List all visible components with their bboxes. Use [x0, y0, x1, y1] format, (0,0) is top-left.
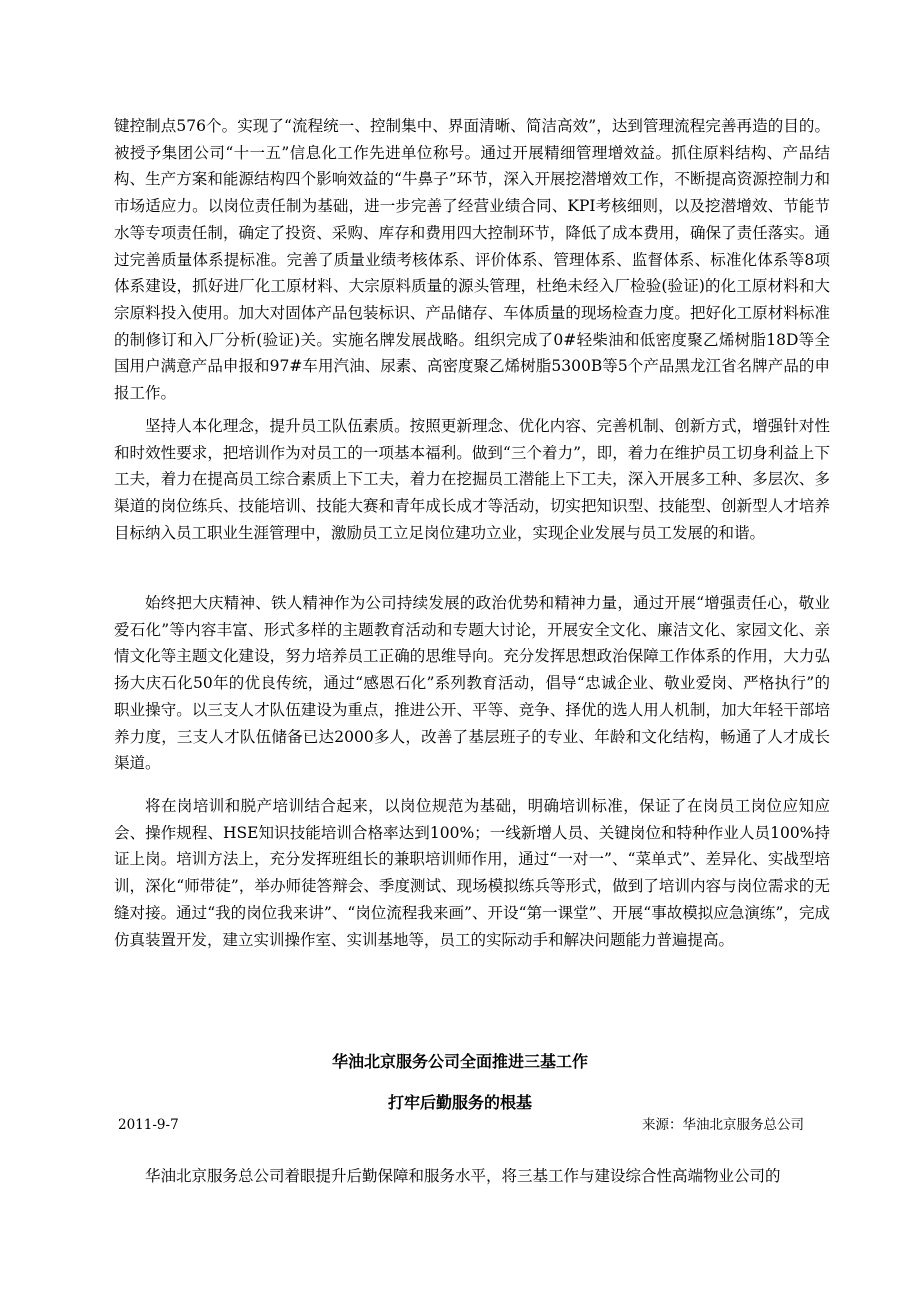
article-source: 来源：华油北京服务总公司: [642, 1117, 804, 1133]
article-date: 2011-9-7: [118, 1117, 179, 1133]
paragraph-training: 将在岗培训和脱产培训结合起来，以岗位规范为基础，明确培训标准，保证了在岗员工岗位应知应会、操作规程、HSE知识技能培训合格率达到100%；一线新增人员、关键岗位和特种作业人员100%持证上岗。培训方法上，充分发挥班组长的兼职培训师作用，通过“一对一”、“菜单式”、差异化、实战型培训，深化“师带徒”，举办师徒答辩会、季度测试、现场模拟练兵等形式，做到了培训内容与岗位需求的无缝对接。通过“我的岗位我来讲”、“岗位流程我来画”、开设“第一课堂”、开展“事故模拟应急演练”，完成仿真装置开发，建立实训操作室、实训基地等，员工的实际动手和解决问题能力普遍提高。: [114, 797, 830, 949]
paragraph-people-oriented: 坚持人本化理念，提升员工队伍素质。按照更新理念、优化内容、完善机制、创新方式，增强针对性和时效性要求，把培训作为对员工的一项基本福利。做到“三个着力”，即，着力在维护员工切身利益上下工夫，着力在提高员工综合素质上下工夫，着力在挖掘员工潜能上下工夫，深入开展多工种、多层次、多渠道的岗位练兵、技能培训、技能大赛和青年成长成才等活动，切实把知识型、技能型、创新型人才培养目标纳入员工职业生涯管理中，激励员工立足岗位建功立业，实现企业发展与员工发展的和谐。: [114, 417, 830, 542]
article-title-line2: 打牢后勤服务的根基: [387, 1093, 532, 1112]
article-title-line1: 华油北京服务公司全面推进三基工作: [331, 1052, 588, 1071]
article-intro-paragraph: 华油北京服务总公司着眼提升后勤保障和服务水平，将三基工作与建设综合性高端物业公司的: [145, 1167, 781, 1185]
paragraph-daqing-spirit: 始终把大庆精神、铁人精神作为公司持续发展的政治优势和精神力量，通过开展“增强责任心，敬业爱石化”等内容丰富、形式多样的主题教育活动和专题大讨论，开展安全文化、廉洁文化、家园文化、亲情文化等主题文化建设，努力培养员工正确的思维导向。充分发挥思想政治保障工作体系的作用，大力弘扬大庆石化50年的优良传统，通过“感恩石化”系列教育活动，倡导“忠诚企业、敬业爱岗、严格执行”的职业操守。以三支人才队伍建设为重点，推进公开、平等、竞争、择优的选人用人机制，加大年轻干部培养力度，三支人才队伍储备已达2000多人，改善了基层班子的专业、年龄和文化结构，畅通了人才成长渠道。: [114, 594, 830, 773]
paragraph-quality-management: 键控制点576个。实现了“流程统一、控制集中、界面清晰、简洁高效”，达到管理流程完善再造的目的。被授予集团公司“十一五”信息化工作先进单位称号。通过开展精细管理增效益。抓住原料结构、产品结构、生产方案和能源结构四个影响效益的“牛鼻子”环节，深入开展挖潜增效工作，不断提高资源控制力和市场适应力。以岗位责任制为基础，进一步完善了经营业绩合同、KPI考核细则，以及挖潜增效、节能节水等专项责任制，确定了投资、采购、库存和费用四大控制环节，降低了成本费用，确保了责任落实。通过完善质量体系提标准。完善了质量业绩考核体系、评价体系、管理体系、监督体系、标准化体系等8项体系建设，抓好进厂化工原材料、大宗原料质量的源头管理，杜绝未经入厂检验(验证)的化工原材料和大宗原料投入使用。加大对固体产品包装标识、产品储存、车体质量的现场检查力度。把好化工原材料标准的制修订和入厂分析(验证)关。实施名牌发展战略。组织完成了0#轻柴油和低密度聚乙烯树脂18D等全国用户满意产品申报和97#车用汽油、尿素、高密度聚乙烯树脂5300B等5个产品黑龙江省名牌产品的申报工作。: [114, 117, 830, 403]
